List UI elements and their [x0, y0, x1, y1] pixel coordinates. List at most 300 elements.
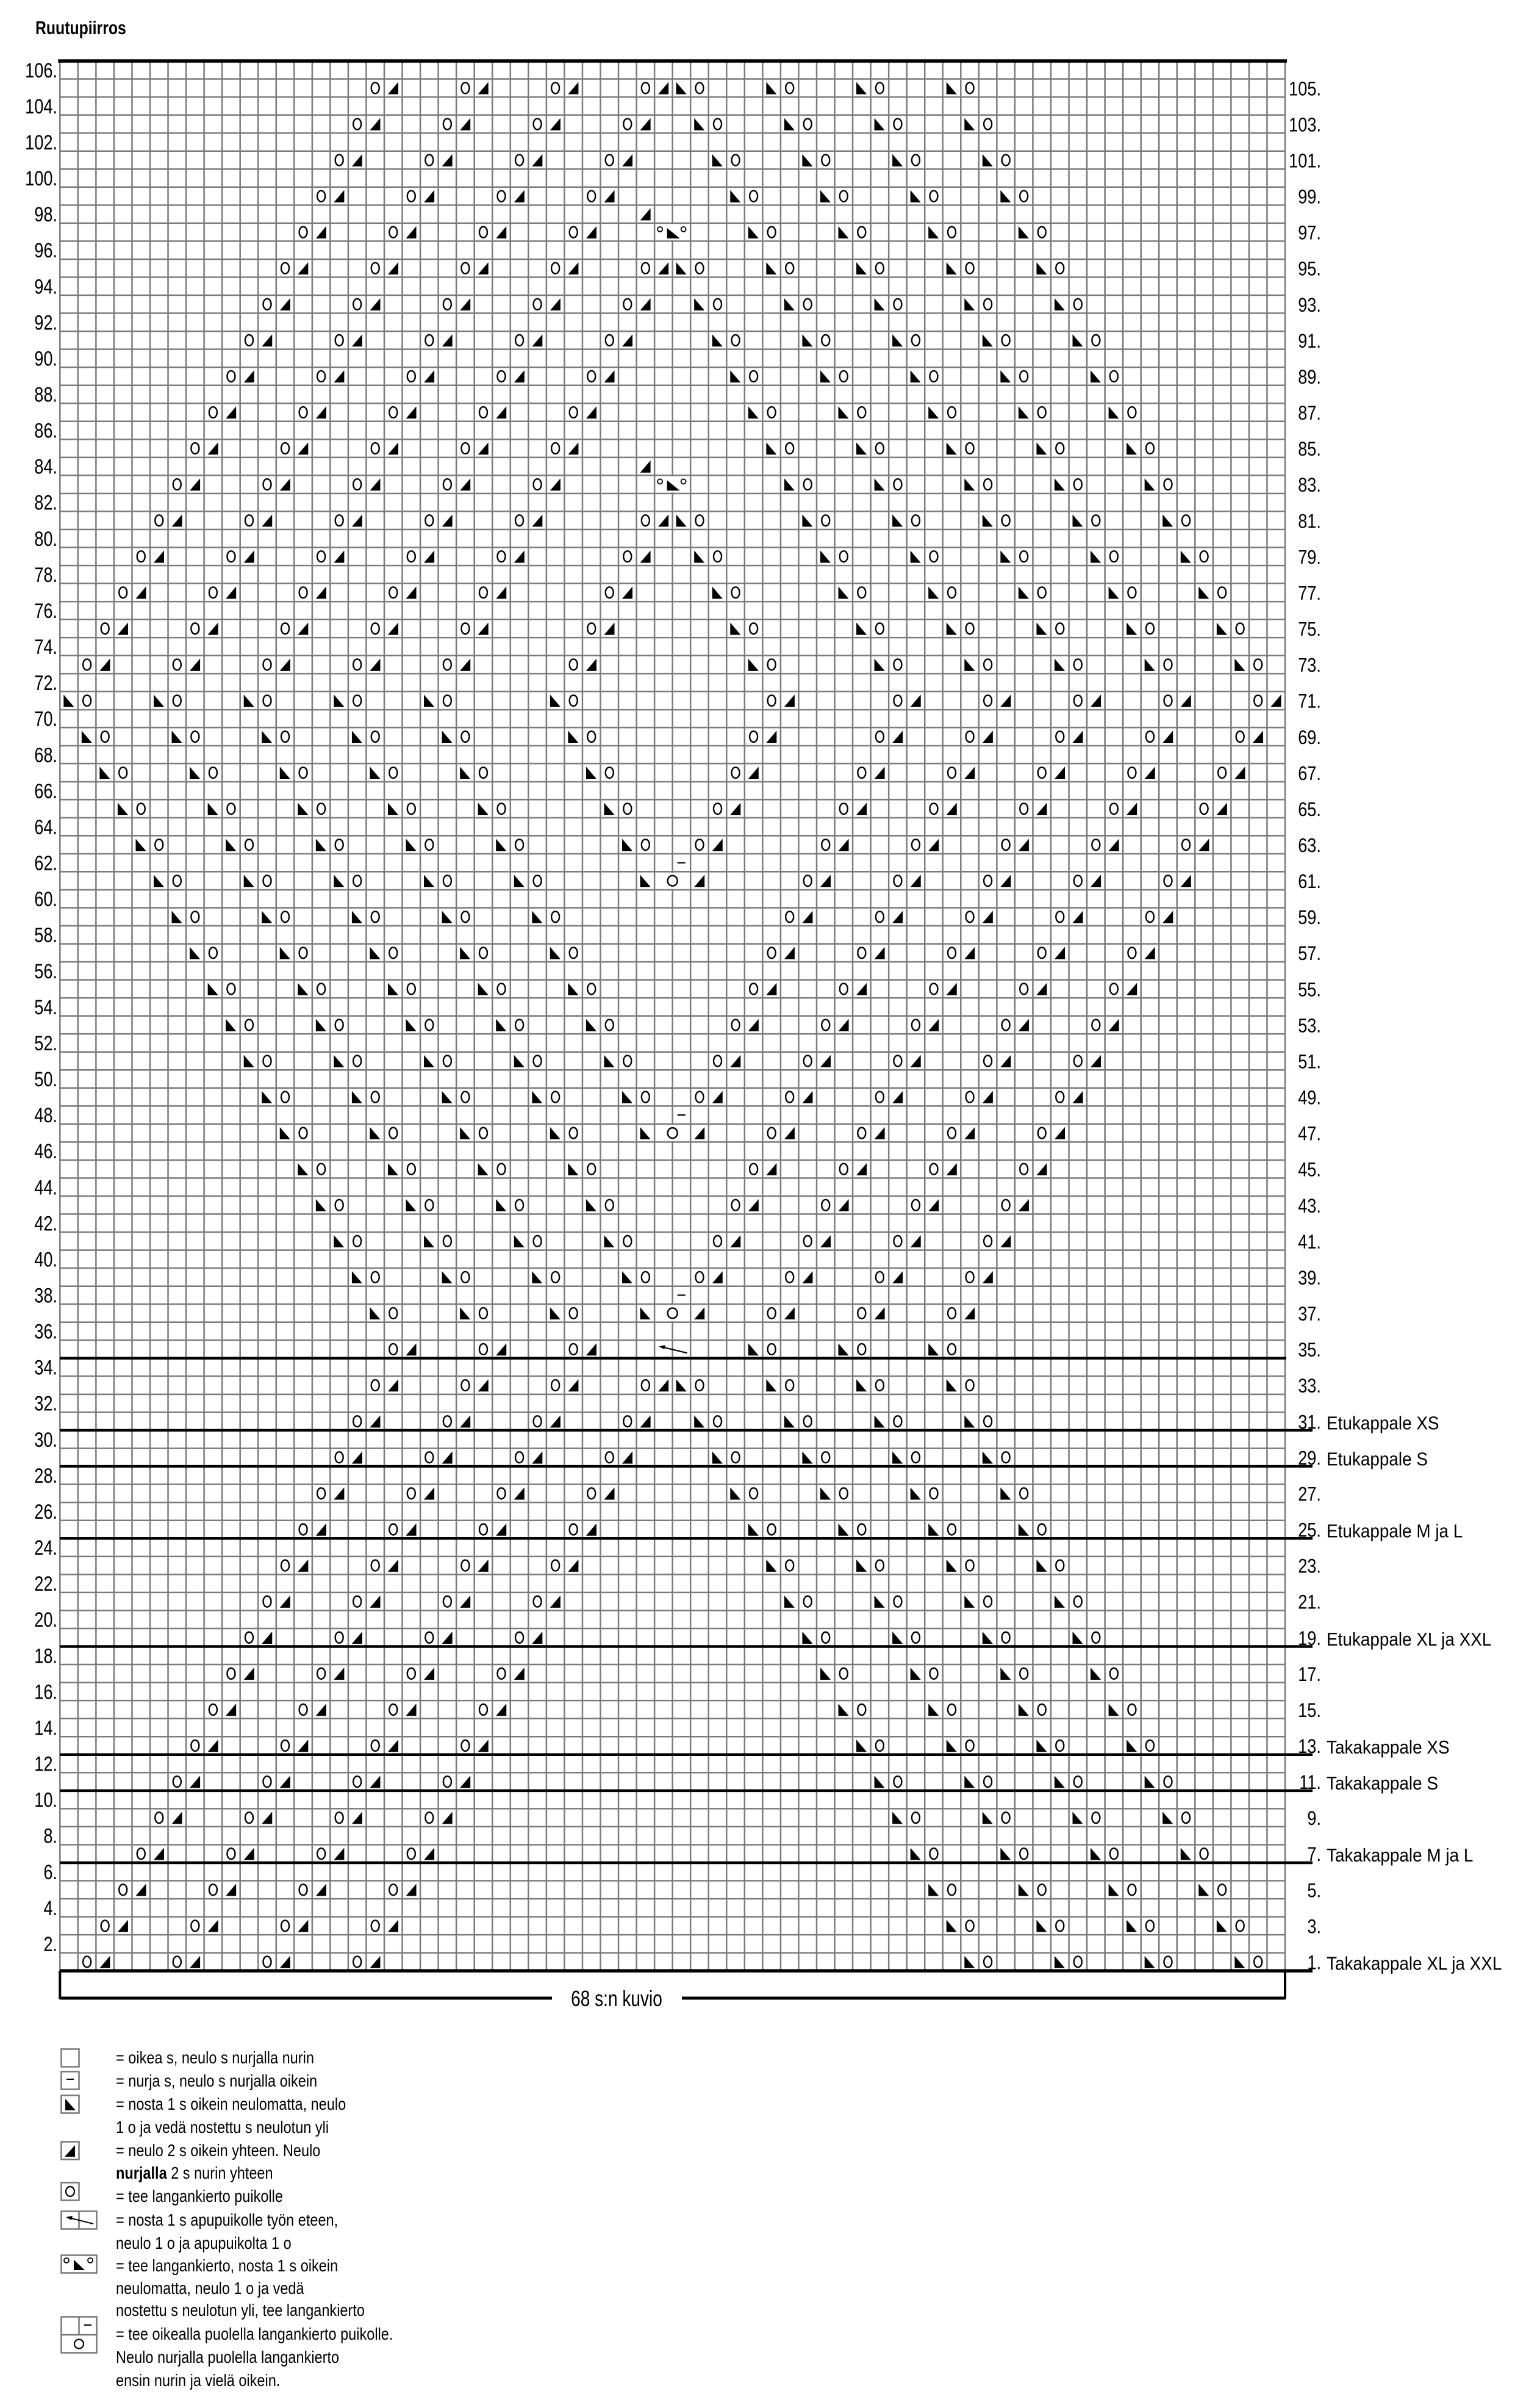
cable-cross-icon: [60, 2210, 98, 2230]
yarn-over-symbol: [534, 1596, 542, 1607]
legend-yo-skp-yo-text-3: nostettu s neulotun yli, tee langankierto: [116, 2301, 365, 2320]
skp-symbol: [1217, 1920, 1227, 1932]
yarn-over-symbol: [1182, 839, 1190, 850]
yarn-over-symbol: [335, 1632, 343, 1643]
cable-arrow-symbol: [662, 1347, 687, 1353]
yarn-over-symbol: [353, 875, 361, 886]
yarn-over-symbol: [498, 1668, 506, 1679]
row-number-label: 98.: [34, 202, 57, 226]
yarn-over-symbol: [335, 1019, 343, 1030]
skp-symbol: [424, 695, 434, 707]
yarn-over-symbol: [137, 1848, 145, 1859]
k2tog-symbol: [172, 1811, 182, 1824]
yarn-over-symbol: [966, 263, 974, 274]
skp-symbol: [983, 1452, 993, 1464]
yarn-over-symbol: [83, 695, 91, 706]
skp-symbol: [983, 334, 993, 346]
yarn-over-symbol: [750, 371, 758, 382]
k2tog-symbol: [640, 208, 651, 220]
yarn-over-symbol: [786, 1272, 793, 1283]
k2tog-symbol: [640, 298, 651, 310]
yarn-over-symbol: [948, 767, 956, 778]
yarn-over-symbol: [461, 82, 469, 93]
skp-symbol: [1234, 1956, 1245, 1968]
yarn-over-symbol: [1128, 947, 1136, 958]
row-number-label: 96.: [34, 238, 57, 262]
yarn-over-symbol: [317, 1848, 325, 1859]
yarn-over-symbol: [461, 1560, 469, 1571]
k2tog-symbol: [514, 1668, 525, 1680]
k2tog-symbol: [983, 731, 993, 743]
yarn-over-symbol: [1146, 443, 1154, 454]
yarn-over-symbol: [443, 299, 451, 310]
k2tog-symbol: [983, 1271, 993, 1283]
skp-symbol: [82, 731, 92, 743]
skp-symbol: [875, 1416, 885, 1428]
legend-k2tog-bold: nurjalla: [116, 2163, 167, 2182]
yarn-over-symbol: [606, 1019, 614, 1030]
yarn-over-symbol: [1074, 695, 1082, 706]
skp-symbol: [316, 1019, 326, 1031]
row-number-label: 17.: [1298, 1663, 1321, 1686]
yarn-over-symbol: [299, 1128, 307, 1139]
k2tog-symbol: [460, 1776, 470, 1788]
yarn-over-symbol: [515, 1632, 523, 1643]
yarn-over-symbol: [407, 803, 415, 814]
skp-symbol: [784, 298, 795, 310]
k2tog-symbol: [1055, 767, 1065, 779]
yarn-over-symbol: [443, 659, 451, 670]
k2tog-symbol: [928, 839, 939, 851]
yarn-over-symbol: [227, 371, 235, 382]
yarn-over-symbol: [1002, 1632, 1010, 1643]
k2tog-symbol: [532, 154, 542, 167]
skp-symbol: [911, 370, 921, 382]
legend-cable-text-2: neulo 1 o ja apupuikolta 1 o: [116, 2234, 292, 2252]
small-yarn-over-symbol: [657, 479, 662, 484]
yarn-over-symbol: [876, 623, 884, 634]
k2tog-symbol: [766, 983, 776, 995]
yarn-over-symbol: [804, 1416, 812, 1427]
yarn-over-symbol: [858, 587, 865, 598]
k2tog-symbol: [784, 695, 795, 707]
yarn-over-symbol: [173, 1956, 181, 1967]
yarn-over-symbol: [299, 227, 307, 238]
k2tog-symbol: [478, 1560, 489, 1572]
skp-symbol: [911, 1668, 921, 1680]
k2tog-symbol: [856, 1163, 867, 1175]
k2tog-symbol: [947, 803, 957, 815]
skp-symbol: [1036, 1920, 1047, 1932]
k2tog-symbol: [820, 1235, 831, 1247]
k2tog-symbol: [352, 515, 362, 527]
yarn-over-symbol: [912, 1019, 920, 1030]
yarn-over-symbol: [534, 118, 542, 129]
yarn-over-symbol: [389, 1884, 397, 1895]
k2tog-symbol: [802, 1091, 812, 1103]
yarn-over-symbol: [984, 875, 992, 886]
skp-symbol: [496, 839, 506, 851]
yarn-over-symbol: [263, 1776, 271, 1787]
k2tog-symbol: [118, 623, 128, 635]
yarn-over-symbol: [479, 587, 487, 598]
skp-symbol: [766, 82, 776, 95]
yarn-over-symbol: [804, 1236, 812, 1247]
yarn-over-symbol: [623, 299, 631, 310]
yarn-over-symbol: [623, 551, 631, 562]
small-yarn-over-symbol: [681, 227, 686, 232]
skp-symbol: [424, 1235, 434, 1247]
yarn-over-symbol: [1056, 1092, 1064, 1103]
skp-symbol: [928, 1884, 939, 1896]
skp-symbol: [730, 190, 740, 202]
k2tog-symbol: [496, 226, 506, 238]
skp-symbol: [460, 767, 470, 779]
yarn-over-symbol: [281, 263, 289, 274]
k2tog-symbol: [442, 515, 453, 527]
k2tog-symbol: [1019, 839, 1029, 851]
yarn-over-symbol: [1092, 1019, 1100, 1030]
yarn-over-symbol: [768, 1308, 776, 1319]
skp-symbol: [478, 1163, 489, 1175]
yarn-over-symbol: [732, 1019, 740, 1030]
skp-symbol: [190, 947, 200, 959]
yarn-over-symbol: [623, 803, 631, 814]
k2tog-symbol: [550, 118, 561, 131]
k2tog-symbol: [262, 1811, 272, 1824]
skp-symbol: [784, 478, 795, 490]
k2tog-symbol: [604, 1488, 615, 1500]
skp-symbol: [676, 82, 687, 95]
yarn-over-symbol: [1200, 1848, 1208, 1859]
skp-symbol: [118, 803, 128, 815]
row-number-label: 102.: [25, 131, 57, 154]
yarn-over-symbol: [281, 731, 289, 742]
yarn-over-symbol: [1164, 695, 1172, 706]
yarn-over-symbol: [1236, 623, 1244, 634]
legend-double-yo-text-1: = tee oikealla puolella langankierto puikolle.: [116, 2324, 393, 2343]
yarn-over-symbol: [209, 1884, 217, 1895]
yarn-over-symbol: [1056, 263, 1064, 274]
yarn-over-symbol: [191, 443, 199, 454]
skp-symbol: [892, 154, 903, 167]
k2tog-symbol: [640, 460, 651, 473]
skp-symbol: [460, 947, 470, 959]
skp-symbol: [262, 911, 272, 923]
yarn-over-symbol: [371, 443, 379, 454]
yarn-over-symbol: [335, 154, 343, 165]
yarn-over-symbol: [1236, 1920, 1244, 1931]
k2tog-symbol: [478, 1379, 489, 1391]
k2tog-symbol: [370, 1776, 380, 1788]
yarn-over-symbol: [966, 1560, 974, 1571]
yarn-over-symbol: [587, 371, 595, 382]
yarn-over-symbol: [1128, 1884, 1136, 1895]
row-number-label: 67.: [1298, 762, 1321, 785]
yarn-over-symbol: [371, 1740, 379, 1751]
yarn-over-symbol: [929, 371, 937, 382]
k2tog-symbol: [1198, 839, 1209, 851]
skp-symbol: [172, 731, 182, 743]
yarn-over-symbol: [1164, 1776, 1172, 1787]
row-number-label: 82.: [34, 490, 57, 515]
yarn-over-symbol: [281, 1092, 289, 1103]
k2tog-symbol: [622, 1452, 632, 1464]
yarn-over-symbol: [389, 767, 397, 778]
legend-skp-text-1: = nosta 1 s oikein neulomatta, neulo: [116, 2094, 346, 2113]
k2tog-symbol: [478, 82, 489, 95]
skp-symbol: [370, 947, 380, 959]
skp-symbol: [1145, 659, 1155, 671]
k2tog-symbol: [911, 1235, 921, 1247]
yarn-over-symbol: [642, 1380, 650, 1391]
yarn-over-symbol: [714, 118, 722, 129]
row-number-label: 94.: [34, 274, 57, 298]
skp-symbol: [1019, 587, 1029, 599]
k2tog-symbol: [1055, 1127, 1065, 1139]
skp-symbol: [622, 839, 632, 851]
k2tog-symbol: [370, 1596, 380, 1608]
skp-symbol: [316, 1199, 326, 1211]
skp-symbol: [1181, 551, 1191, 563]
yarn-over-symbol: [1092, 335, 1100, 346]
row-number-label: 64.: [34, 815, 57, 839]
skp-symbol: [604, 803, 615, 815]
yarn-over-symbol: [1128, 407, 1136, 418]
k2tog-symbol: [694, 875, 704, 887]
row-number-label: 92.: [34, 310, 57, 335]
k2tog-symbol: [875, 1127, 885, 1139]
skp-symbol: [964, 1776, 975, 1788]
skp-symbol: [244, 695, 254, 707]
yarn-over-symbol: [840, 371, 848, 382]
yarn-over-symbol: [948, 587, 956, 598]
skp-symbol: [1000, 1668, 1011, 1680]
yarn-over-symbol: [173, 1776, 181, 1787]
skp-symbol: [550, 1127, 561, 1139]
k2tog-symbol: [190, 1776, 200, 1788]
yarn-over-symbol: [606, 767, 614, 778]
skp-symbol: [802, 515, 812, 527]
size-marker-label: Takakappale S: [1327, 1772, 1438, 1794]
yarn-over-symbol: [1182, 1812, 1190, 1823]
legend-skp-text-2: 1 o ja vedä nostettu s neulotun yli: [116, 2118, 329, 2137]
k2tog-symbol: [1019, 1199, 1029, 1211]
k2tog-symbol: [748, 767, 759, 779]
skp-symbol: [352, 1091, 362, 1103]
row-number-label: 86.: [34, 418, 57, 443]
yarn-over-symbol: [407, 1668, 415, 1679]
yarn-over-symbol: [389, 587, 397, 598]
k2tog-symbol: [911, 875, 921, 887]
yarn-over-symbol: [1146, 623, 1154, 634]
skp-symbol: [424, 875, 434, 887]
row-number-label: 100.: [25, 167, 57, 190]
yarn-over-symbol: [1038, 227, 1046, 238]
legend-yo-skp-yo-text-1: = tee langankierto, nosta 1 s oikein: [116, 2256, 338, 2275]
k2tog-symbol: [334, 370, 344, 382]
k2tog-symbol: [730, 1235, 740, 1247]
skp-symbol: [748, 406, 759, 418]
row-number-label: 18.: [34, 1644, 57, 1668]
yarn-over-symbol: [389, 1524, 397, 1535]
yarn-over-symbol: [587, 731, 595, 742]
yarn-over-symbol: [1002, 1200, 1010, 1211]
yarn-over-symbol: [335, 1452, 343, 1463]
yarn-over-symbol: [966, 1272, 974, 1283]
k2tog-symbol: [370, 118, 380, 131]
yarn-over-symbol: [209, 407, 217, 418]
yarn-over-symbol: [570, 1524, 578, 1535]
skp-symbol: [568, 983, 578, 995]
yarn-over-symbol: [840, 983, 848, 994]
yarn-over-symbol: [1020, 1164, 1028, 1175]
row-number-label: 53.: [1298, 1015, 1321, 1037]
skp-symbol: [748, 226, 759, 238]
skp-symbol: [964, 1416, 975, 1428]
yarn-over-symbol: [858, 1524, 865, 1535]
k2tog-symbol: [496, 1343, 506, 1355]
skp-symbol: [514, 875, 525, 887]
yarn-over-symbol: [407, 191, 415, 202]
k2tog-symbol: [370, 298, 380, 310]
yarn-over-symbol: [317, 983, 325, 994]
k2tog-symbol: [694, 1127, 704, 1139]
yarn-over-symbol: [695, 1272, 703, 1283]
yarn-over-symbol: [498, 1488, 506, 1499]
k2tog-symbol: [262, 1632, 272, 1644]
k2tog-symbol: [388, 82, 398, 95]
yarn-over-symbol: [299, 407, 307, 418]
k2tog-symbol: [766, 731, 776, 743]
yarn-over-symbol: [929, 803, 937, 814]
k2tog-symbol: [622, 154, 632, 167]
yarn-over-symbol: [1236, 731, 1244, 742]
yarn-over-symbol: [1218, 1884, 1226, 1895]
row-number-label: 104.: [25, 94, 57, 118]
skp-symbol: [135, 839, 146, 851]
row-number-label: 19.: [1298, 1627, 1321, 1650]
yarn-over-symbol: [714, 299, 722, 310]
yarn-over-symbol: [389, 1308, 397, 1319]
yarn-over-symbol: [389, 1704, 397, 1715]
row-number-label: 50.: [34, 1067, 57, 1091]
skp-symbol: [911, 1847, 921, 1860]
k2tog-symbol: [190, 1956, 200, 1968]
yarn-over-icon: [60, 2182, 80, 2201]
skp-symbol: [1055, 298, 1065, 310]
yarn-over-symbol: [876, 263, 884, 274]
yarn-over-symbol: [317, 191, 325, 202]
skp-symbol: [964, 659, 975, 671]
yarn-over-symbol: [389, 407, 397, 418]
yarn-over-symbol: [714, 551, 722, 562]
yarn-over-symbol: [894, 659, 901, 670]
skp-symbol: [1055, 478, 1065, 490]
skp-symbol: [784, 1416, 795, 1428]
yarn-over-symbol: [1056, 1740, 1064, 1751]
k2tog-symbol: [316, 406, 326, 418]
yarn-over-symbol: [353, 299, 361, 310]
yarn-over-symbol: [461, 911, 469, 922]
yarn-over-symbol: [912, 154, 920, 165]
skp-symbol: [839, 406, 849, 418]
skp-symbol: [820, 190, 831, 202]
k2tog-symbol: [1109, 839, 1119, 851]
yarn-over-symbol: [858, 1308, 865, 1319]
skp-symbol: [352, 911, 362, 923]
k2tog-symbol: [1091, 695, 1101, 707]
yarn-over-symbol: [119, 1884, 127, 1895]
k2tog-symbol: [712, 839, 723, 851]
yarn-over-symbol: [443, 118, 451, 129]
yarn-over-symbol: [425, 154, 433, 165]
legend-purl-text: = nurja s, neulo s nurjalla oikein: [116, 2071, 318, 2090]
yarn-over-symbol: [371, 1092, 379, 1103]
skp-symbol: [856, 262, 867, 274]
skp-symbol: [1198, 587, 1209, 599]
row-number-label: 23.: [1298, 1555, 1321, 1578]
k2tog-symbol: [406, 1884, 417, 1896]
skp-symbol: [947, 82, 957, 95]
skp-symbol: [496, 1199, 506, 1211]
k2tog-symbol: [1036, 803, 1047, 815]
k2tog-symbol: [424, 1488, 434, 1500]
yarn-over-symbol: [912, 1632, 920, 1643]
yarn-over-symbol: [263, 299, 271, 310]
yarn-over-symbol: [479, 1308, 487, 1319]
yarn-over-symbol: [750, 191, 758, 202]
yarn-over-symbol: [822, 515, 829, 526]
skp-symbol: [442, 1091, 453, 1103]
yarn-over-symbol: [191, 911, 199, 922]
yarn-over-symbol: [804, 875, 812, 886]
row-number-label: 34.: [34, 1355, 57, 1380]
skp-symbol: [730, 370, 740, 382]
yarn-over-symbol: [840, 1488, 848, 1499]
row-number-label: 29.: [1298, 1447, 1321, 1469]
k2tog-symbol: [478, 442, 489, 454]
yarn-over-symbol: [587, 623, 595, 634]
yarn-over-symbol: [1038, 407, 1046, 418]
skp-symbol: [280, 767, 290, 779]
k2tog-symbol: [424, 551, 434, 563]
k2tog-symbol: [352, 334, 362, 346]
skp-symbol: [875, 478, 885, 490]
yarn-over-symbol: [425, 1452, 433, 1463]
row-number-label: 81.: [1298, 511, 1321, 532]
row-number-label: 106.: [25, 58, 57, 82]
skp-symbol: [154, 875, 164, 887]
skp-symbol: [496, 1019, 506, 1031]
row-number-label: 41.: [1298, 1231, 1321, 1253]
row-number-label: 16.: [34, 1680, 57, 1704]
yarn-over-symbol: [750, 623, 758, 634]
skp-symbol: [712, 587, 723, 599]
row-number-label: 99.: [1298, 186, 1321, 209]
skp-symbol: [190, 767, 200, 779]
yarn-over-symbol: [281, 1740, 289, 1751]
k2tog-symbol: [424, 370, 434, 382]
yarn-over-symbol: [335, 335, 343, 346]
yarn-over-symbol: [1056, 623, 1064, 634]
k2tog-symbol: [226, 1884, 236, 1896]
k2tog-symbol: [406, 406, 417, 418]
yarn-over-symbol: [299, 947, 307, 958]
double-yarn-over-icon: [60, 2316, 98, 2354]
k2tog-symbol: [316, 1524, 326, 1536]
k2tog-symbol: [190, 478, 200, 490]
